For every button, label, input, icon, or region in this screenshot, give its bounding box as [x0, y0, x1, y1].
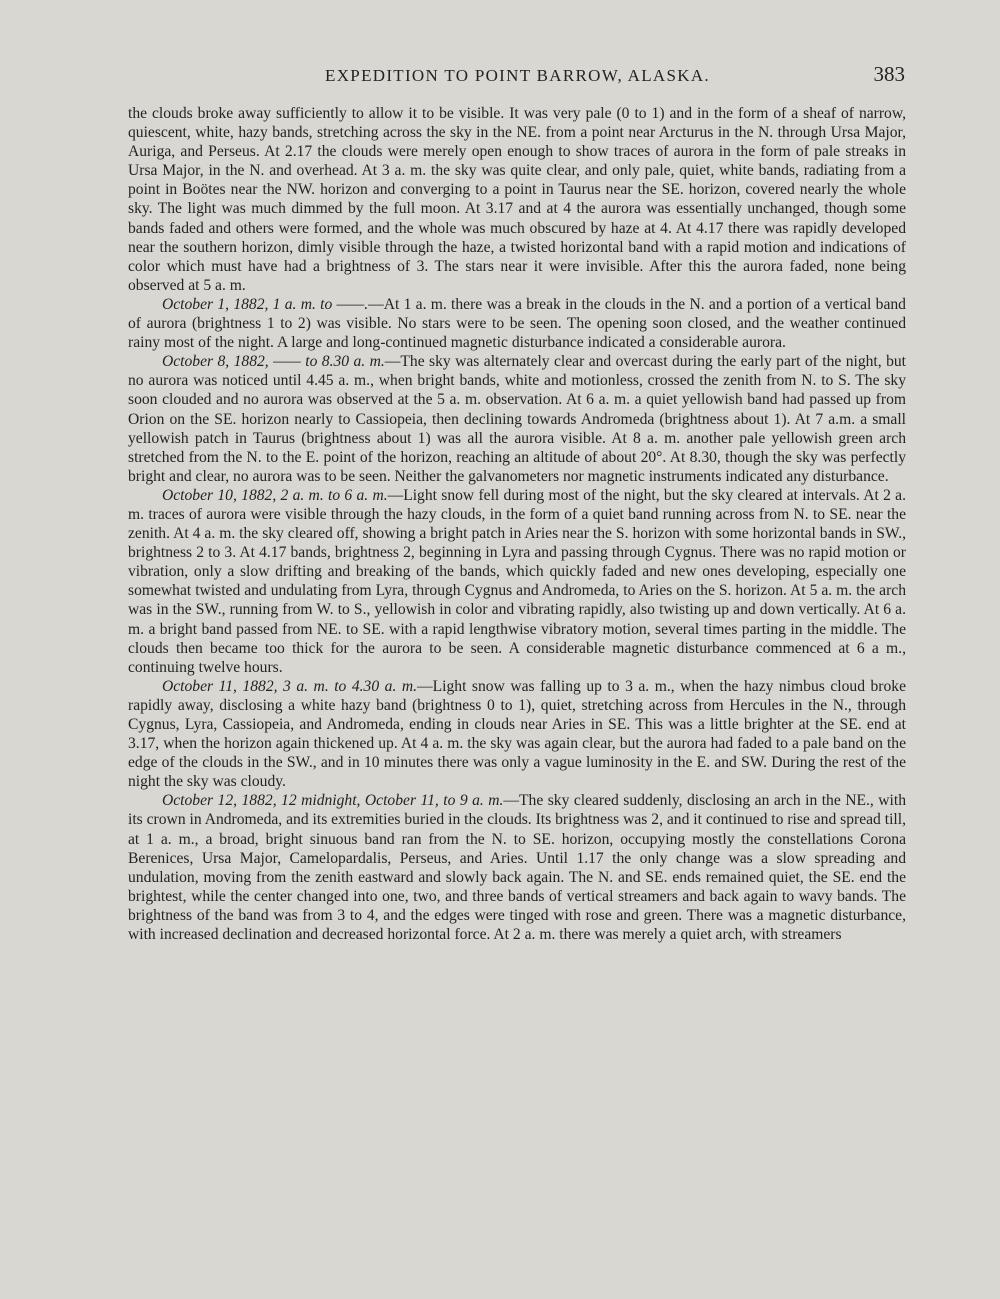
paragraph-text: the clouds broke away sufficiently to allow it to be visible. It was very pale (0 to 1) and in the form of a sheaf of narrow, quiescent, white, hazy bands, stretching across the sky in the NE. from a point near Arcturus in the N. through Ursa Major, Auriga, and Perseus. At 2.17 the clouds were merely open enough to show traces of aurora in the form of pale streaks in Ursa Major, in the N. and overhead. At 3 a. m. the sky was quite clear, and only pale, quiet, white bands, radiating from a point in Boötes near the NW. horizon and converging to a point in Taurus near the SE. horizon, covered nearly the whole sky. The light was much dimmed by the full moon. At 3.17 and at 4 the aurora was essentially unchanged, though some bands faded and others were formed, and the whole was much obscured by haze at 4. At 4.17 there was rapidly developed near the southern horizon, dimly visible through the haze, a twisted horizontal band with a rapid motion and indications of color which must have had a brightness of 3. The stars near it were invisible. After this the aurora faded, none being observed at 5 a. m. [128, 105, 906, 294]
entry-text: —The sky was alternately clear and overcast during the early part of the night, but no aurora was noticed until 4.45 a. m., when bright bands, white and motionless, crossed the zenith from N. to S. The sky soon clouded and no aurora was observed at the 5 a. m. observation. At 6 a. m. a quiet yellowish band had passed up from Orion on the SE. horizon nearly to Cassiopeia, then declining towards Andromeda (brightness about 1). At 7 a.m. a small yellowish patch in Taurus (brightness about 1) was all the aurora visible. At 8 a. m. another pale yellowish green arch stretched from the N. to the E. point of the horizon, reaching an altitude of about 20°. At 8.30, though the sky was perfectly bright and clear, no aurora was to be seen. Neither the galvanometers nor magnetic instruments indicated any disturbance. [128, 353, 906, 485]
paragraph-continuation [128, 104, 906, 295]
entry-october-10 [128, 486, 906, 677]
entry-text: —At 1 a. m. there was a break in the clouds in the N. and a portion of a vertical band of aurora (brightness 1 to 2) was visible. No stars were to be seen. The opening soon closed, and the weather continued rainy most of the night. A large and long-continued magnetic disturbance indicated a considerable aurora. [128, 295, 906, 352]
entry-date: October 8, 1882, —— to 8.30 a. m. [162, 353, 385, 371]
page-number: 383 [873, 62, 905, 86]
entry-october-8 [128, 352, 906, 486]
entry-date: October 12, 1882, 12 midnight, October 11, to 9 a. m. [162, 792, 504, 810]
entry-date: October 10, 1882, 2 a. m. to 6 a. m. [162, 486, 388, 504]
body-text [128, 104, 906, 944]
entry-date: October 1, 1882, 1 a. m. to ——. [162, 295, 369, 313]
entry-october-12 [128, 791, 906, 944]
running-title: EXPEDITION TO POINT BARROW, ALASKA. [325, 66, 710, 85]
entry-date: October 11, 1882, 3 a. m. to 4.30 a. m. [162, 677, 418, 695]
entry-october-1 [128, 295, 906, 352]
entry-text: —Light snow was falling up to 3 a. m., when the hazy nimbus cloud broke rapidly away, disclosing a white hazy band (brightness 0 to 1), quiet, stretching across from Hercules in the N., through Cygnus, Lyra, Cassiopeia, and Andromeda, ending in clouds near Aries in SE. This was a little brighter at the SE. end at 3.17, when the horizon again thickened up. At 4 a. m. the sky was again clear, but the aurora had faded to a pale band on the edge of the clouds in the SW., and in 10 minutes there was only a vague luminosity in the E. and SW. During the rest of the night the sky was cloudy. [128, 677, 907, 791]
entry-text: —The sky cleared suddenly, disclosing an arch in the NE., with its crown in Andromeda, and its extremities buried in the clouds. Its brightness was 2, and it continued to rise and spread till, at 1 a. m., a broad, bright sinuous band ran from the N. to SE. horizon, occupying mostly the constellations Corona Berenices, Ursa Major, Camelopardalis, Perseus, and Aries. Until 1.17 the only change was a slow spreading and undulation, moving from the zenith eastward and slowly back again. The N. and SE. ends remained quiet, the SE. end the brightest, while the center changed into one, two, and three bands of vertical streamers and back again to wavy bands. The brightness of the band was from 3 to 4, and the edges were tinged with rose and green. There was a magnetic disturbance, with increased declination and decreased horizontal force. At 2 a. m. there was merely a quiet arch, with streamers [128, 792, 906, 944]
entry-october-11 [128, 677, 906, 792]
page-header [130, 62, 905, 96]
entry-text: —Light snow fell during most of the night, but the sky cleared at intervals. At 2 a. m. traces of aurora were visible through the hazy clouds, in the form of a quiet band running across from N. to SE. near the zenith. At 4 a. m. the sky cleared off, showing a bright patch in Aries near the S. horizon with some horizontal bands in SW., brightness 2 to 3. At 4.17 bands, brightness 2, beginning in Lyra and passing through Cygnus. There was no rapid motion or vibration, only a slow drifting and breaking of the bands, which quickly faded and new ones developing, especially one somewhat twisted and undulating from Lyra, through Cygnus and Andromeda, to Aries on the S. horizon. At 5 a. m. the arch was in the SW., running from W. to S., yellowish in color and vibrating rapidly, also twisting up and down vertically. At 6 a. m. a bright band passed from NE. to SE. with a rapid lengthwise vibratory motion, several times parting in the middle. The clouds then became too thick for the aurora to be seen. A considerable magnetic disturbance commenced at 6 a m., continuing twelve hours. [128, 486, 906, 676]
